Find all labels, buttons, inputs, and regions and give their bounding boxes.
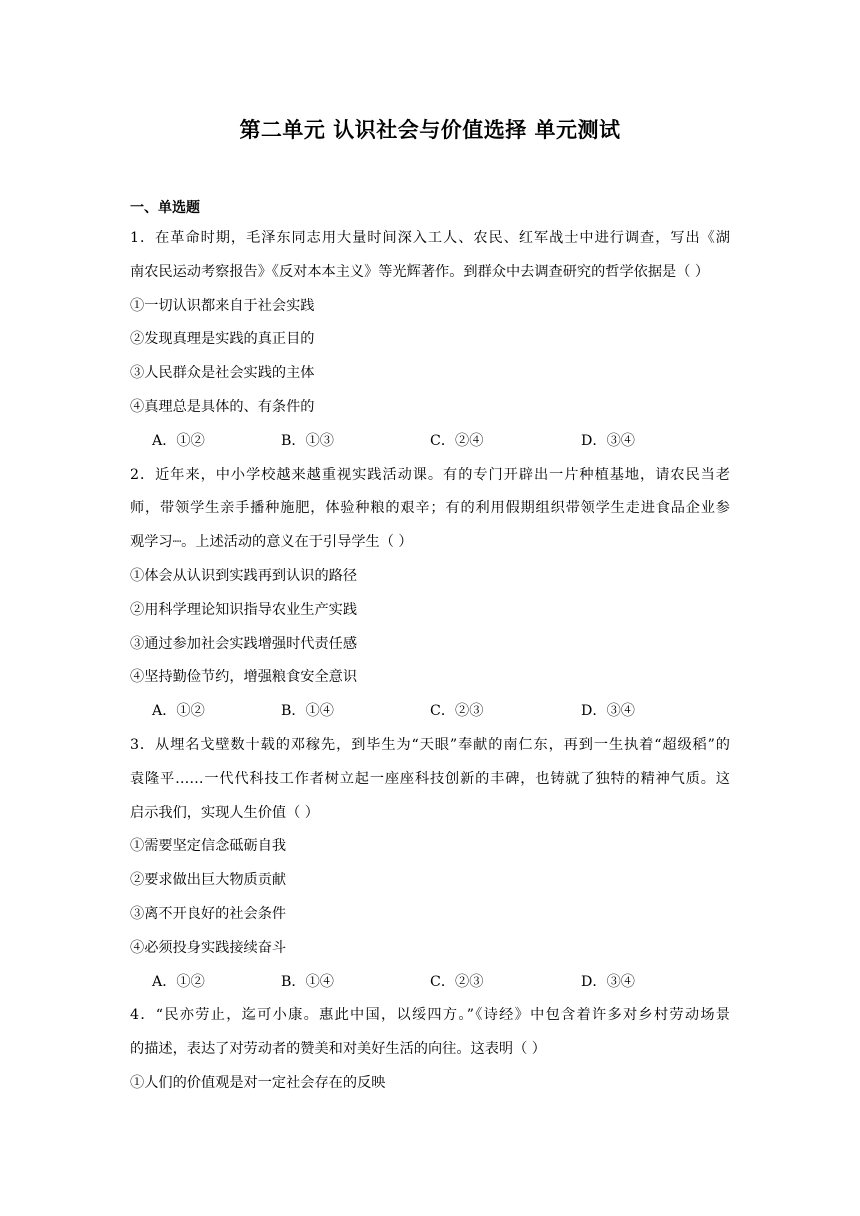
answer-options xyxy=(130,966,730,1000)
option-d[interactable]: D．③④ xyxy=(581,703,635,720)
statement-item: ①人们的价值观是对一定社会存在的反映 xyxy=(130,1074,386,1091)
question-stem-line: 袁隆平……一代代科技工作者树立起一座座科技创新的丰碑，也铸就了独特的精神气质。这 xyxy=(130,770,730,787)
statement-item: ③离不开良好的社会条件 xyxy=(130,905,287,922)
statement-item: ①需要坚定信念砥砺自我 xyxy=(130,838,287,855)
statement-item: ③人民群众是社会实践的主体 xyxy=(130,365,315,382)
option-d[interactable]: D．③④ xyxy=(581,973,635,990)
statement-item: ④必须投身实践接续奋斗 xyxy=(130,939,287,956)
question-stem-line: 3．从埋名戈壁数十载的邓稼先，到毕生为“天眼”奉献的南仁东，再到一生执着“超级稻”的 xyxy=(130,736,730,753)
option-b[interactable]: B．①③ xyxy=(281,432,334,449)
question-1 xyxy=(130,222,730,459)
statement-item: ①体会从认识到实践再到认识的路径 xyxy=(130,567,358,584)
option-a[interactable]: A．①② xyxy=(152,703,205,720)
option-a[interactable]: A．①② xyxy=(152,432,205,449)
question-stem-line: 师，带领学生亲手播种施肥，体验种粮的艰辛；有的利用假期组织带领学生走进食品企业参 xyxy=(130,500,730,517)
question-stem-line: 4．“民亦劳止，迄可小康。惠此中国，以绥四方。”《诗经》中包含着许多对乡村劳动场景 xyxy=(130,1007,730,1024)
question-4 xyxy=(130,999,730,1100)
question-stem-line: 2．近年来，中小学校越来越重视实践活动课。有的专门开辟出一片种植基地，请农民当老 xyxy=(130,466,730,483)
question-stem-line: 南农民运动考察报告》《反对本本主义》等光辉著作。到群众中去调查研究的哲学依据是（ ） xyxy=(130,263,710,280)
statement-item: ②用科学理论知识指导农业生产实践 xyxy=(130,601,358,618)
answer-options xyxy=(130,425,730,459)
option-c[interactable]: C．②③ xyxy=(430,703,484,720)
option-d[interactable]: D．③④ xyxy=(581,432,635,449)
question-stem-line: 启示我们，实现人生价值（ ） xyxy=(130,804,319,821)
statement-item: ③通过参加社会实践增强时代责任感 xyxy=(130,635,358,652)
question-stem-line: 1．在革命时期，毛泽东同志用大量时间深入工人、农民、红军战士中进行调查，写出《湖 xyxy=(130,230,730,246)
question-list xyxy=(130,222,730,1101)
statement-item: ④真理总是具体的、有条件的 xyxy=(130,398,315,415)
question-stem-line: 观学习┈。上述活动的意义在于引导学生（ ） xyxy=(130,534,413,551)
question-2 xyxy=(130,459,730,729)
question-stem-line: 的描述，表达了对劳动者的赞美和对美好生活的向往。这表明（ ） xyxy=(130,1041,546,1058)
answer-options xyxy=(130,695,730,729)
statement-item: ①一切认识都来自于社会实践 xyxy=(130,297,315,314)
option-c[interactable]: C．②③ xyxy=(430,973,484,990)
section-heading: 一、单选题 xyxy=(130,200,200,216)
option-b[interactable]: B．①④ xyxy=(281,973,334,990)
statement-item: ②发现真理是实践的真正目的 xyxy=(130,331,315,348)
option-a[interactable]: A．①② xyxy=(152,973,205,990)
statement-item: ②要求做出巨大物质贡献 xyxy=(130,872,287,889)
option-b[interactable]: B．①④ xyxy=(281,703,334,720)
question-3 xyxy=(130,729,730,999)
document-title: 第二单元 认识社会与价值选择 单元测试 xyxy=(239,118,621,142)
statement-item: ④坚持勤俭节约，增强粮食安全意识 xyxy=(130,669,358,686)
option-c[interactable]: C．②④ xyxy=(430,432,484,449)
